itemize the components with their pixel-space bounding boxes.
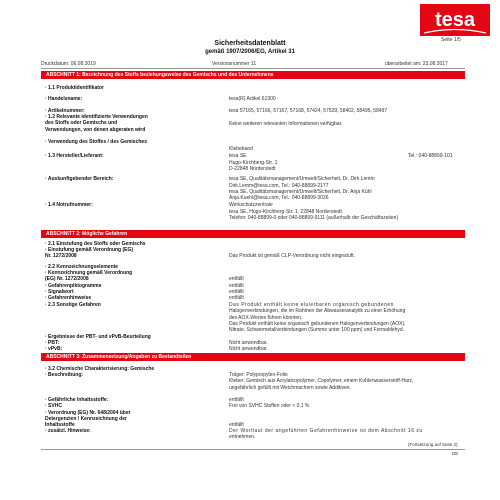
hersteller-telefon: Tel.: 040-88899-101 xyxy=(408,153,453,159)
section-3-heading-bar xyxy=(41,353,465,361)
signalwort-label: · Signalwort xyxy=(45,289,74,295)
print-date: Druckdatum: 06.08.2019 xyxy=(41,61,96,67)
kennzeichnungselemente-label: · 2.2 Kennzeichnungselemente xyxy=(45,264,119,270)
sonstige-gefahren-line-2: Halogenverbindungen, die im Rahmen der Abwasseranalytik zu einer Erhöhung xyxy=(229,308,406,314)
detergenzien-label: Detergenzien / Kennzeichnung der xyxy=(45,416,127,422)
sonstige-gefahren-line-1: Das Produkt enthält keine eluierbaren organisch gebundenen xyxy=(229,302,394,308)
logo-text: tesa xyxy=(434,9,476,31)
notruf-line-1: Werkschutzzentrale xyxy=(229,202,273,208)
signalwort-value: entfällt xyxy=(229,289,244,295)
footer-country: DE xyxy=(452,451,459,456)
kennzeichnung-label: · Kennzeichnung gemäß Verordnung xyxy=(45,270,133,276)
svhc-value: Frei von SVHC Stoffen oder < 0,1 % xyxy=(229,403,310,409)
version-number: Versionsnummer 11 xyxy=(212,61,257,67)
page-number: Seite 1/5 xyxy=(441,37,461,43)
pbt-beurteilung-label: · Ergebnisse der PBT- und vPvB-Beurteilung xyxy=(45,334,151,340)
kennzeichnung-eg-label: (EG) Nr. 1272/2008 xyxy=(45,276,89,282)
verwendung-value: Klebeband xyxy=(229,146,253,152)
piktogramme-value: entfällt xyxy=(229,283,244,289)
hersteller-line-1: tesa SE xyxy=(229,153,247,159)
gefahrenhinweise-value: entfällt xyxy=(229,295,244,301)
pbt-value: Nicht anwendbar. xyxy=(229,340,268,346)
zusaetzliche-hinweise-label: · zusätzl. Hinweise: xyxy=(45,428,91,434)
sonstige-gefahren-line-3: des AOX-Wertes führen könnten. xyxy=(229,315,303,321)
vpvb-label: · vPvB: xyxy=(45,346,63,352)
hersteller-line-2: Hugo-Kirchberg-Str. 1 xyxy=(229,160,278,166)
section-2-heading: ABSCHNITT 2: Mögliche Gefahren xyxy=(46,231,128,237)
beschreibung-line-3: ungefährlich gefüllt mit Weichmachern sowie Additiven. xyxy=(229,385,351,391)
notruf-label: · 1.4 Notrufnummer: xyxy=(45,202,93,208)
beschreibung-label: · Beschreibung: xyxy=(45,372,84,378)
beschreibung-line-2: Kleber: Gemisch aus Acrylatcopolymer, Copolymer, einem Kohlenwasserstoff-Harz, xyxy=(229,378,414,384)
inhaltsstoffe-label: · Gefährliche Inhaltsstoffe: xyxy=(45,397,109,403)
footer-rule xyxy=(41,449,465,450)
continuation-note: (Fortsetzung auf Seite 2) xyxy=(408,442,458,447)
auskunft-line-2: Dirk.Lemm@tesa.com, Tel.: 040-88899-2177 xyxy=(229,183,329,189)
notruf-line-3: Telefon: 040-88899-0 oder 040-88899-9111 (außerhalb der Geschäftszeiten) xyxy=(229,215,399,221)
section-1-heading: ABSCHNITT 1: Bezeichnung des Stoffs beziehungsweise des Gemischs und des Unternehmens xyxy=(46,72,274,78)
verwendung-label: · Verwendung des Stoffes / des Gemisches xyxy=(45,139,147,145)
svhc-label: · SVHC xyxy=(45,403,62,409)
section-1-1-label: · 1.1 Produktidentifikator xyxy=(45,85,104,91)
section-2-heading-bar xyxy=(41,230,465,238)
auskunft-line-1: tesa SE, Qualitätsmanagement/Umwelt/Sicherheit, Dr. Dirk Lemm xyxy=(229,176,375,182)
notruf-line-2: tesa SE, Hugo-Kirchberg-Str. 1, 22848 Norderstedt xyxy=(229,209,342,215)
artikelnummer-value: tesa 57165, 57166, 57167, 57168, 57424, 57529, 58402, 58495, 58497 xyxy=(229,108,388,114)
hersteller-label: · 1.3 Hersteller/Lieferant: xyxy=(45,153,104,159)
einstufung-nr-label: Nr. 1272/2008 xyxy=(45,253,77,259)
verwendungen-label: · 1.2 Relevante identifizierte Verwendungen des Stoffs oder Gemischs und Verwendungen, von denen abgeraten wird xyxy=(45,114,148,133)
sonstige-gefahren-label: · 2.3 Sonstige Gefahren xyxy=(45,302,101,308)
document-title: Sicherheitsdatenblatt xyxy=(214,40,286,47)
kennzeichnung-eg-value: entfällt xyxy=(229,276,244,282)
revision-date: überarbeitet am: 23.08.2017 xyxy=(385,61,448,67)
section-1-heading-bar xyxy=(41,71,465,79)
auskunft-line-4: Anja.Kuehl@tesa.com, Tel.: 040-88899-3036 xyxy=(229,195,329,201)
gefahrenhinweise-label: · Gefahrenhinweise xyxy=(45,295,92,301)
inhaltsstoffe-value: entfällt xyxy=(229,397,244,403)
artikelnummer-label: · Artikelnummer: xyxy=(45,108,85,114)
charakterisierung-label: · 3.2 Chemische Charakterisierung: Gemische xyxy=(45,366,155,372)
verwendungen-value: Keine weiteren relevanten Informationen verfügbar. xyxy=(229,121,343,127)
inhalt-value: entfällt xyxy=(229,422,244,428)
inhalt-label: Inhaltsstoffe xyxy=(45,422,75,428)
zusaetzliche-hinweise-line-1: Der Wortlaut der angeführten Gefahrenhinweise ist dem Abschnitt 16 zu xyxy=(229,428,423,434)
sonstige-gefahren-line-5: Nitrate, Schwermetallverbindungen (Summe unter 100 ppm) und Formaldehyd. xyxy=(229,327,405,333)
document-subtitle: gemäß 1907/2006/EG, Artikel 31 xyxy=(205,49,295,55)
beschreibung-line-1: Träger: Polypropylen-Folie xyxy=(229,372,288,378)
sonstige-gefahren-line-4: Das Produkt enthält keine organisch gebundenen Halogenverbindungen (AOX), xyxy=(229,321,406,327)
header-rule xyxy=(41,68,465,69)
zusaetzliche-hinweise-line-2: entnehmen. xyxy=(229,434,256,440)
vpvb-value: Nicht anwendbar. xyxy=(229,346,268,352)
pbt-label: · PBT: xyxy=(45,340,60,346)
einstufung-label: · 2.1 Einstufung des Stoffs oder Gemischs xyxy=(45,241,146,247)
handelsname-label: · Handelsname: xyxy=(45,96,83,102)
auskunft-label: · Auskunftgebender Bereich: xyxy=(45,176,114,182)
hersteller-line-3: D-22848 Norderstedt xyxy=(229,166,276,172)
tesa-logo xyxy=(420,4,490,36)
piktogramme-label: · Gefahrenpiktogramme xyxy=(45,283,102,289)
einstufung-eg-label: · Einstufung gemäß Verordnung (EG) xyxy=(45,247,134,253)
section-3-heading: ABSCHNITT 3: Zusammensetzung/Angaben zu Bestandteilen xyxy=(46,354,192,360)
verordnung-label: · Verordnung (EG) Nr. 648/2004 über xyxy=(45,410,131,416)
auskunft-line-3: tesa SE, Qualitätsmanagement/Umwelt/Sicherheit, Dr. Anja Kühl xyxy=(229,189,372,195)
handelsname-value: tesa(R) Artikel 61300 xyxy=(229,96,276,102)
einstufung-value: Das Produkt ist gemäß CLP-Verordnung nicht eingestuft. xyxy=(229,253,355,259)
